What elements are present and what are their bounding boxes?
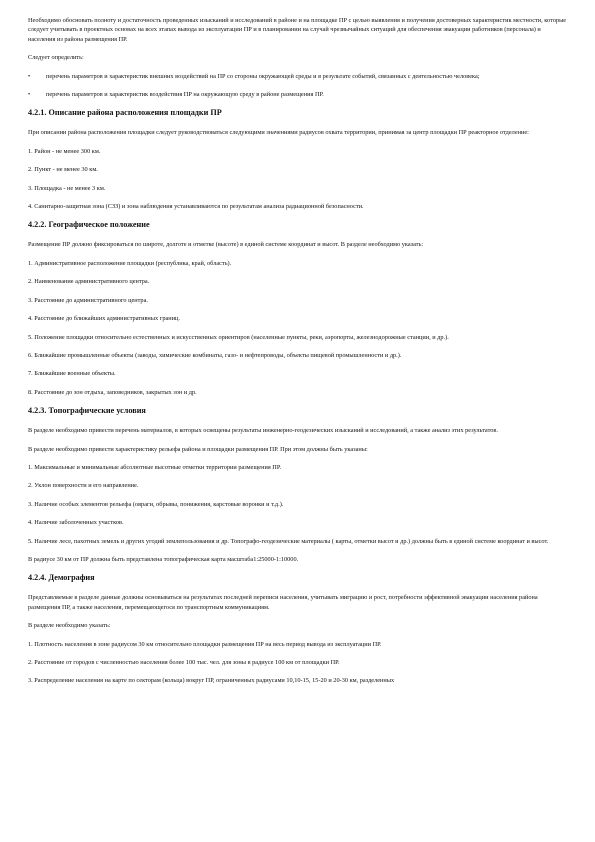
section-heading-4-2-4: 4.2.4. Демография [28, 573, 95, 583]
list-item: 2. Наименование административного центра. [28, 278, 150, 286]
list-item: 1. Район - не менее 300 км. [28, 147, 101, 155]
list-item: 8. Расстояние до зон отдыха, заповедников, закрытых зон и др. [28, 388, 197, 396]
list-item: В радиусе 30 км от ПР должна быть представлена топографическая карта масштаба1:25000-1:10000. [28, 555, 299, 563]
section-heading-4-2-1: 4.2.1. Описание района расположения площадки ПР [28, 108, 222, 118]
intro-paragraph: Необходимо обосновать полноту и достаточность проведенных изысканий и исследований в районе и на площадке ПР с целью выявления и получения достоверных характеристик местности, которые следует учитывать в проектных основах на всех этапах вывода из эксплуатации ПР и в планировании на случай чрезвычайных ситуаций для обеспечения эвакуации работников (персонала) и населения из района размещения ПР. [28, 17, 567, 43]
section-lead-2: В разделе необходимо привести характеристику рельефа района и площадки размещения ПР. При этом должны быть указаны: [28, 445, 368, 453]
list-item: 2. Пункт - не менее 30 км. [28, 166, 98, 174]
list-item: 3. Площадка - не менее 3 км. [28, 184, 106, 192]
list-item: 1. Максимальные и минимальные абсолютные высотные отметки территории размещения ПР. [28, 463, 282, 471]
list-item: 2. Расстояние от городов с численностью населения более 100 тыс. чел. для зоны в радиусе 100 км от площадки ПР. [28, 659, 340, 666]
list-item: 1. Плотность населения в зоне радиусом 30 км относительно площадки размещения ПР на весь период вывода из эксплуатации ПР. [28, 640, 382, 648]
section-heading-4-2-3: 4.2.3. Топографические условия [28, 406, 146, 416]
list-item: 5. Наличие лесе, пахотных земель и других угодий землепользования и др. Топографо-геодезические материалы ( карты, отметки высот и др.) должны быть в единой системе координат и высот. [28, 537, 549, 545]
define-lead: Следует определить: [28, 54, 84, 62]
section-lead: В разделе необходимо привести перечень материалов, в которых освещены результаты инженерно-геодезических изысканий и исследований, а также анализ этих результатов. [28, 427, 498, 435]
list-item: 4. Расстояние до ближайших административных границ. [28, 315, 180, 323]
list-item: 4. Наличие заболоченных участков. [28, 519, 124, 527]
list-item: 5. Положение площадки относительно естественных и искусственных ориентиров (населенные пункты, реки, аэропорты, железнодорожные станции, и др.). [28, 333, 449, 341]
list-item: 6. Ближайшие промышленные объекты (заводы, химические комбинаты, газо- и нефтепроводы, объекты пищевой промышленности и др.). [28, 351, 402, 359]
section-lead: Размещение ПР должно фиксироваться по широте, долготе и отметке (высоте) в единой системе координат и высот. В разделе необходимо указать: [28, 241, 424, 249]
list-item: 3. Наличие особых элементов рельефа (овраги, обрывы, понижения, карстовые воронки и т.д.). [28, 500, 284, 508]
section-heading-4-2-2: 4.2.2. Географическое положение [28, 220, 150, 230]
list-item: 2. Уклон поверхности и его направление. [28, 482, 139, 490]
document-page [28, 16, 568, 695]
list-item: 1. Административное расположение площадки (республика, край, область). [28, 259, 232, 267]
list-item: 7. Ближайшие военные объекты. [28, 370, 116, 378]
section-lead: Представляемые в разделе данные должны основываться на результатах последней переписи населения, учитывать миграцию и рост, потребности эффективной эвакуации населения района размещения ПР, а также населения, перемещающегося по транспортным коммуникациям. [28, 594, 538, 611]
section-lead-2: В разделе необходимо указать: [28, 622, 111, 630]
list-item: 4. Санитарно-защитная зона (СЗЗ) и зона наблюдения устанавливаются по результатам анализа радиационной безопасности. [28, 203, 364, 211]
bullet-icon: • [28, 91, 31, 99]
list-item: 3. Распределение населения на карте по секторам (кольца) вокруг ПР, ограниченных радиусами 10,10-15, 15-20 и 20-30 км, разделенных [28, 677, 395, 685]
bullet-item: • перечень параметров и характеристик воздействия ПР на окружающую среду в районе размещения ПР. [28, 91, 324, 99]
bullet-icon: • [28, 72, 31, 80]
section-lead: При описании района расположения площадки следует руководствоваться следующими значениями радиусов охвата территории, принимая за центр площадки ПР реакторное отделение: [28, 129, 529, 137]
bullet-item: • перечень параметров и характеристик внешних воздействий на ПР со стороны окружающей среды и в результате событий, связанных с деятельностью человека; [28, 72, 480, 80]
list-item: 3. Расстояние до административного центра. [28, 296, 148, 304]
